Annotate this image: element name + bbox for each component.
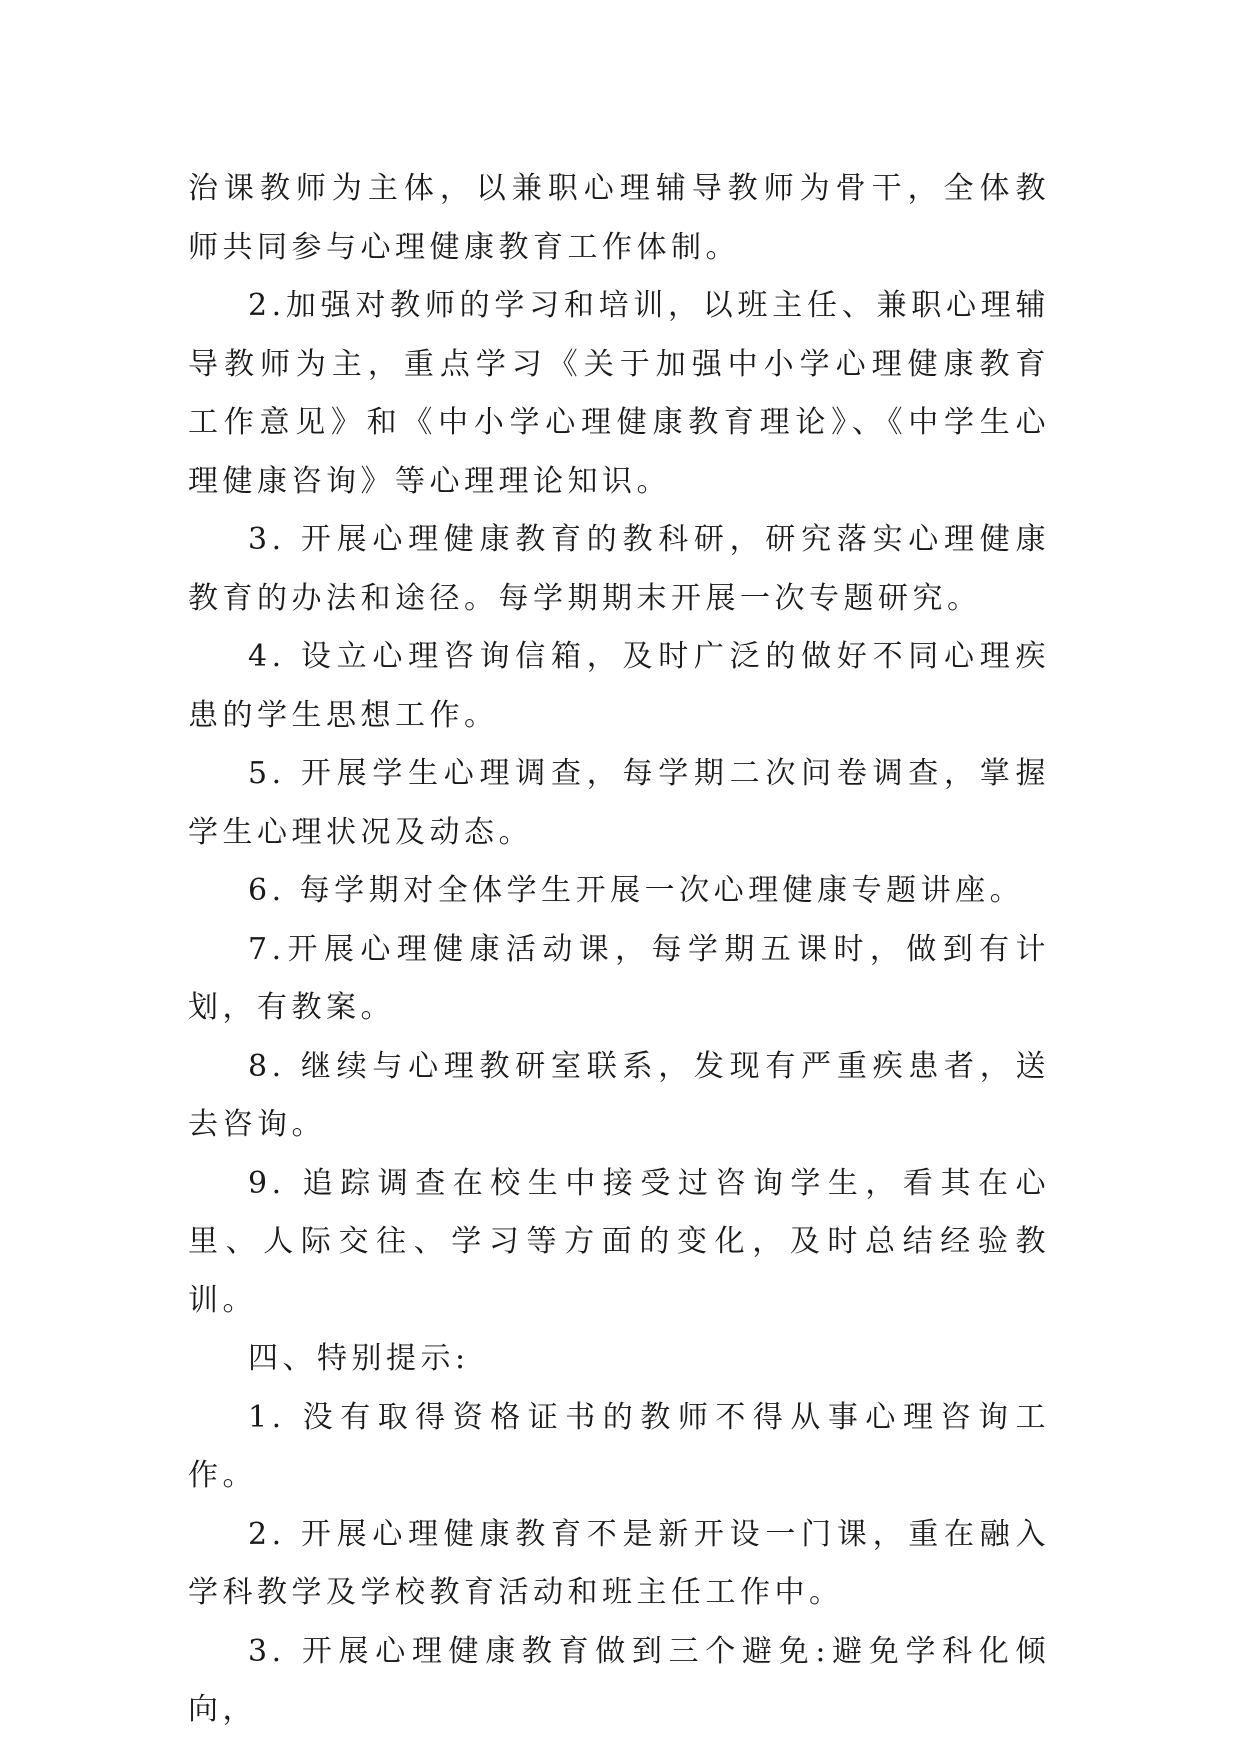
document-body [188,160,1050,1740]
paragraph-item-3-research: 3. 开展心理健康教育的教科研，研究落实心理健康教育的办法和途径。每学期期末开展一次专题研究。 [188,522,1050,616]
paragraph-item-7-activity-class: 7.开展心理健康活动课，每学期五课时，做到有计划，有教案。 [188,931,1050,1025]
paragraph-note-1: 1. 没有取得资格证书的教师不得从事心理咨询工作。 [188,1399,1050,1493]
paragraph-item-4-mailbox: 4. 设立心理咨询信箱，及时广泛的做好不同心理疾患的学生思想工作。 [188,639,1050,733]
paragraph-item-9-tracking: 9. 追踪调查在校生中接受过咨询学生，看其在心里、人际交往、学习等方面的变化，及时总结经验教训。 [188,1165,1050,1318]
paragraph-item-2-teacher-training: 2.加强对教师的学习和培训，以班主任、兼职心理辅导教师为主，重点学习《关于加强中小学心理健康教育工作意见》和《中小学心理健康教育理论》、《中学生心理健康咨询》等心理理论知识。 [188,288,1050,499]
paragraph-continuation: 治课教师为主体，以兼职心理辅导教师为骨干，全体教师共同参与心理健康教育工作体制。 [188,171,1050,265]
paragraph-note-2: 2. 开展心理健康教育不是新开设一门课，重在融入学科教学及学校教育活动和班主任工作中。 [188,1516,1050,1610]
section-heading-special-notes: 四、特别提示: [248,1341,470,1376]
paragraph-item-8-contact: 8. 继续与心理教研室联系，发现有严重疾患者，送去咨询。 [188,1048,1050,1142]
paragraph-note-3: 3. 开展心理健康教育做到三个避免:避免学科化倾向， [188,1633,1050,1727]
paragraph-item-6-lecture: 6. 每学期对全体学生开展一次心理健康专题讲座。 [248,873,1025,908]
paragraph-item-5-survey: 5. 开展学生心理调查，每学期二次问卷调查，掌握学生心理状况及动态。 [188,756,1050,850]
